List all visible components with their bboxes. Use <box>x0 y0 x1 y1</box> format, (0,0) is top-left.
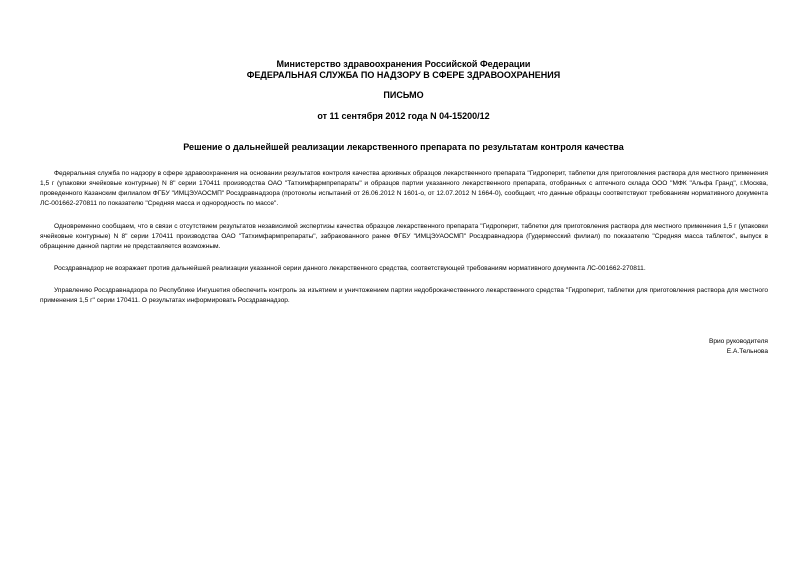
document-date-number: от 11 сентября 2012 года N 04-15200/12 <box>317 111 490 121</box>
document-type: ПИСЬМО <box>383 90 424 100</box>
ministry-name: Министерство здравоохранения Российской Федерации <box>276 59 531 69</box>
document-subject: Решение о дальнейшей реализации лекарственного препарата по результатам контроля качества <box>183 142 624 152</box>
body-paragraph-2: Одновременно сообщаем, что в связи с отсутствием результатов независимой экспертизы качества образцов лекарственного препарата "Гидроперит, таблетки для приготовления раствора для местного применения 1,5 г (упаковки ячейковые контурные) N 8" серии 170411 производства ОАО "Татхимфармпрепараты", забракованного ранее ФГБУ "ИМЦЭУАОСМП" Росздравнадзора (Гудермесский филиал) по показателю "Средняя масса таблеток", выпуск в обращение данной партии не представляется возможным. <box>40 223 768 250</box>
body-paragraph-1: Федеральная служба по надзору в сфере здравоохранения на основании результатов контроля качества архивных образцов лекарственного препарата "Гидроперит, таблетки для приготовления раствора для местного применения 1,5 г (упаковки ячейковые контурные) N 8" серии 170411 производства ОАО "Татхимфармпрепараты" и образцов партии указанного лекарственного препарата, отобранных с аптечного склада ООО "МФК "Альфа Гранд", г.Москва, проведенного Казанским филиалом ФГБУ "ИМЦЭУАОСМП" Росздравнадзора (протоколы испытаний от 26.06.2012 N 1601-о, от 12.07.2012 N 1664-0), сообщает, что данные образцы соответствуют требованиям нормативного документа ЛС-001662-270811 по показателю "Средняя масса и однородность по массе". <box>40 170 768 207</box>
body-paragraph-3: Росздравнадзор не возражает против дальнейшей реализации указанной серии данного лекарственного средства, соответствующей требованиям нормативного документа ЛС-001662-270811. <box>54 265 646 272</box>
signature-name: Е.А.Тельнова <box>726 348 768 355</box>
signature-title: Врио руководителя <box>708 338 768 345</box>
service-name: ФЕДЕРАЛЬНАЯ СЛУЖБА ПО НАДЗОРУ В СФЕРЕ ЗДРАВООХРАНЕНИЯ <box>246 70 561 80</box>
body-paragraph-4: Управлению Росздравнадзора по Республике Ингушетия обеспечить контроль за изъятием и уничтожением партии недоброкачественного лекарственного средства "Гидроперит, таблетки для приготовления раствора для местного применения 1,5 г" серии 170411. О результатах информировать Росздравнадзор. <box>40 287 768 304</box>
